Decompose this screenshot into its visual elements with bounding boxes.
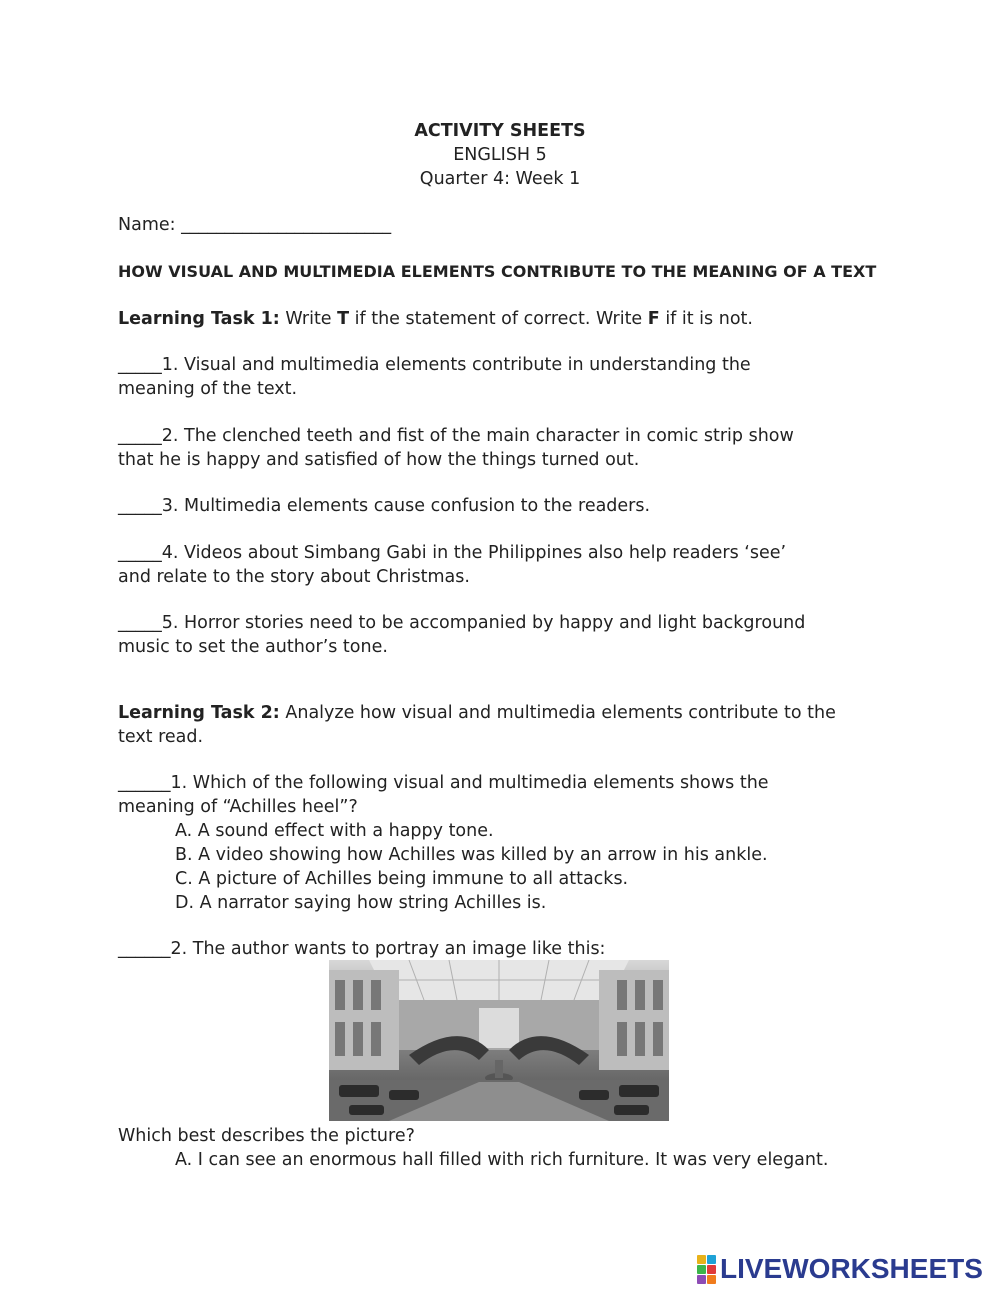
task2-label: Learning Task 2: (118, 703, 280, 723)
task1-item-2[interactable]: _____2. The clenched teeth and fist of the main character in comic strip show (118, 426, 794, 446)
name-blank[interactable]: ________________________ (181, 215, 392, 235)
q1-option-a[interactable]: A. A sound effect with a happy tone. (175, 821, 494, 841)
q2-prompt: Which best describes the picture? (118, 1126, 415, 1146)
q1-option-b[interactable]: B. A video showing how Achilles was killed by an arrow in his ankle. (175, 845, 768, 865)
task2-instructions: Learning Task 2: Analyze how visual and multimedia elements contribute to the (118, 703, 836, 723)
task1-label: Learning Task 1: (118, 309, 280, 329)
q1-option-c[interactable]: C. A picture of Achilles being immune to all attacks. (175, 869, 629, 889)
task2-question-1[interactable]: ______1. Which of the following visual and multimedia elements shows the (118, 773, 769, 793)
q1-option-d[interactable]: D. A narrator saying how string Achilles is. (175, 893, 547, 913)
task2-instructions-cont: text read. (118, 727, 204, 747)
subject-line: ENGLISH 5 (453, 145, 547, 165)
task1-item-5-cont: music to set the author’s tone. (118, 637, 388, 657)
lesson-title: HOW VISUAL AND MULTIMEDIA ELEMENTS CONTRIBUTE TO THE MEANING OF A TEXT (118, 262, 877, 281)
task1-item-1-cont: meaning of the text. (118, 379, 298, 399)
task2-question-1-cont: meaning of “Achilles heel”? (118, 797, 358, 817)
task1-item-2-cont: that he is happy and satisfied of how the things turned out. (118, 450, 640, 470)
liveworksheets-logo (697, 1253, 983, 1285)
task1-item-4[interactable]: _____4. Videos about Simbang Gabi in the Philippines also help readers ‘see’ (118, 543, 787, 563)
q2-option-a[interactable]: A. I can see an enormous hall filled with rich furniture. It was very elegant. (175, 1150, 829, 1170)
name-label: Name: (118, 215, 182, 235)
grand-hall-photo (329, 960, 669, 1121)
period-line: Quarter 4: Week 1 (419, 169, 581, 189)
task2-question-2[interactable]: ______2. The author wants to portray an image like this: (118, 939, 606, 959)
task1-item-1[interactable]: _____1. Visual and multimedia elements contribute in understanding the (118, 355, 751, 375)
name-field[interactable] (118, 213, 391, 237)
task1-item-5[interactable]: _____5. Horror stories need to be accompanied by happy and light background (118, 613, 806, 633)
sheet-title: ACTIVITY SHEETS (414, 121, 586, 141)
task1-item-4-cont: and relate to the story about Christmas. (118, 567, 470, 587)
task1-instructions: Learning Task 1: Write T if the statement of correct. Write F if it is not. (118, 309, 753, 329)
brand-blocks-icon (697, 1255, 716, 1284)
task1-item-3[interactable]: _____3. Multimedia elements cause confusion to the readers. (118, 496, 651, 516)
brand-wordmark: LIVEWORKSHEETS (720, 1253, 983, 1284)
